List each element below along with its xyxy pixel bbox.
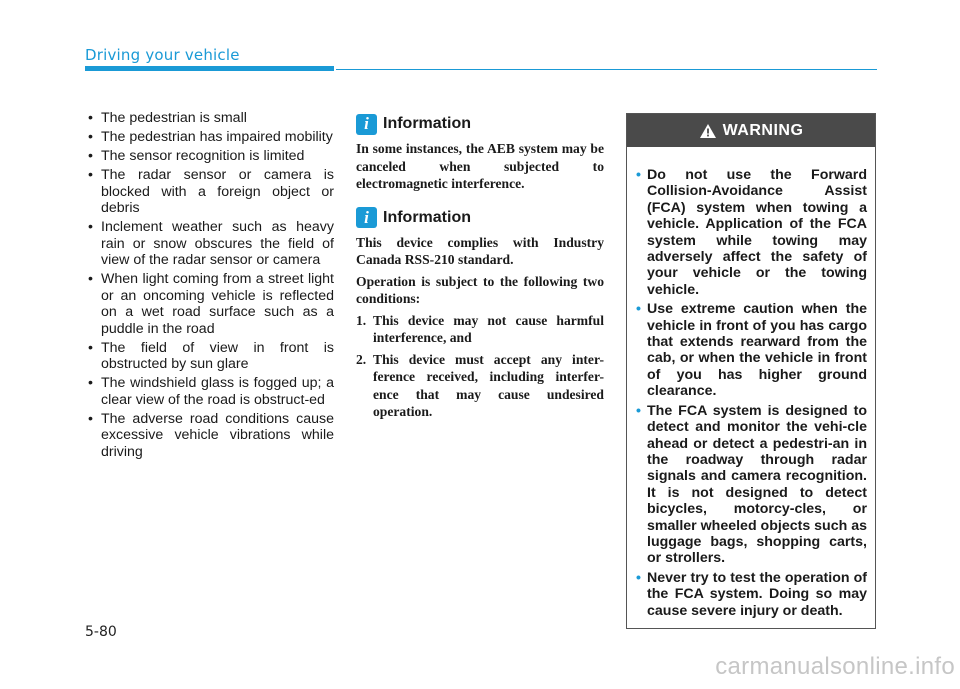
information-text: In some instances, the AEB system may be canceled when subjected to electromagnetic interference. xyxy=(356,141,604,191)
info-icon: i xyxy=(356,207,377,228)
information-column xyxy=(356,113,604,425)
list-item: • Never try to test the operation of the FCA system. Doing so may cause severe injury or death. xyxy=(635,570,867,619)
warning-header xyxy=(627,114,875,147)
list-item: • The sensor recognition is limited xyxy=(87,148,334,165)
watermark: carmanualsonline.info xyxy=(715,653,955,680)
section-title: Driving your vehicle xyxy=(85,46,240,64)
compliance-text: This device complies with Industry Canada RSS-210 standard. xyxy=(356,234,604,267)
conditions-list xyxy=(356,312,604,421)
list-item: • The pedestrian is small xyxy=(87,110,334,127)
information-title: Information xyxy=(383,115,471,132)
condition-list xyxy=(87,110,334,460)
warning-list xyxy=(635,167,867,619)
item-text: This device must accept any inter-ference received, including interfer-ence that may cause undesired operation. xyxy=(373,351,604,419)
information-block-aeb xyxy=(356,113,604,193)
header-rule-thin xyxy=(336,69,877,70)
header-rule-thick xyxy=(85,66,334,71)
list-item: • When light coming from a street light or an oncoming vehicle is reflected on a wet road surface such as a puddle in the road xyxy=(87,271,334,337)
list-item xyxy=(356,351,604,421)
warning-title: WARNING xyxy=(722,121,804,139)
warning-box xyxy=(626,113,876,629)
warning-triangle-icon xyxy=(699,123,717,139)
conditions-intro: Operation is subject to the following two conditions: xyxy=(356,273,604,306)
list-item: • The field of view in front is obstructed by sun glare xyxy=(87,340,334,373)
item-number: 1. xyxy=(356,312,367,328)
condition-list-column xyxy=(87,110,334,463)
page-number: 5-80 xyxy=(85,624,117,640)
list-item: • Do not use the Forward Collision-Avoidance Assist (FCA) system when towing a vehicle. Application of the FCA system while towing may adversely affect the safety of your vehicle or the towing vehicle. xyxy=(635,167,867,298)
warning-body xyxy=(627,147,875,619)
list-item: • The FCA system is designed to detect and monitor the vehi-cle ahead or detect a pedestri-an in the roadway through radar signals and camera recognition. It is not designed to detect bicycles, motorcy-cles, or smaller wheeled objects such as luggage bags, shopping carts, or strollers. xyxy=(635,403,867,567)
information-block-compliance xyxy=(356,207,604,421)
info-icon: i xyxy=(356,114,377,135)
item-number: 2. xyxy=(356,351,367,367)
list-item: • The adverse road conditions cause excessive vehicle vibrations while driving xyxy=(87,411,334,461)
information-heading xyxy=(356,113,604,135)
list-item: • Use extreme caution when the vehicle in front of you has cargo that extends rearward from the cab, or when the vehicle in front of you has higher ground clearance. xyxy=(635,301,867,399)
list-item: • Inclement weather such as heavy rain or snow obscures the field of view of the radar sensor or camera xyxy=(87,219,334,269)
list-item xyxy=(356,312,604,347)
information-title: Information xyxy=(383,208,471,226)
item-text: This device may not cause harmful interference, and xyxy=(373,312,604,345)
information-heading xyxy=(356,207,604,229)
list-item: • The pedestrian has impaired mobility xyxy=(87,129,334,146)
list-item: • The windshield glass is fogged up; a clear view of the road is obstruct-ed xyxy=(87,375,334,408)
list-item: • The radar sensor or camera is blocked with a foreign object or debris xyxy=(87,167,334,217)
